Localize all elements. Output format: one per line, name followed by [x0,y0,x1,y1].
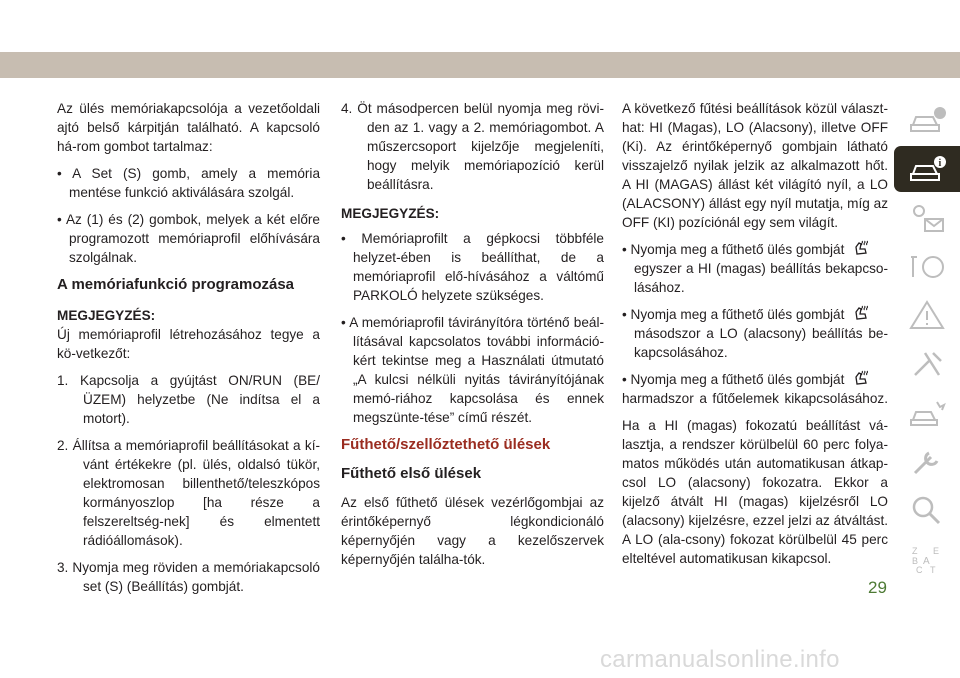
column-3 [622,99,888,576]
tab-car-info[interactable] [894,97,960,143]
bullet-heat-hi-lead: • Nyomja meg a fűthető ülés gombját [622,242,845,257]
note-bullet-2: • A memóriaprofil távirányítóra történő beál-lításával kapcsolatos további információ-kért tekintse meg a Használati útmutató „A kulcsi nélküli nyitás távirányítójának memó-riához kapcsolása és ennek megszünte-tése” című részét. [341,315,604,425]
svg-text:C: C [916,565,923,576]
steering-fuel-icon [907,249,947,283]
auto-switch-paragraph: Ha a HI (magas) fokozatú beállítást vá-lasztja, a rendszer körülbelül 60 perc folya-matos működés után automatikusan átkap-csol LO (alacsony) fokozatra. Ekkor a kijelző átvált HI (magas) kijelzésről LO (alacsony) kijelzésre, ezzel jelzi az átváltást. A LO (ala-csony) fokozat körülbelül 45 perc elteltével automatikusan kikapcsol. [622,418,888,566]
section-heading-heated-seats: Fűthető/szellőztethető ülések [341,436,551,453]
heated-seat-icon [852,305,870,321]
svg-text:B: B [912,556,919,567]
step-1: 1. Kapcsolja a gyújtást ON/RUN (BE/ ÜZEM) helyzetbe (Ne indítsa el a motort). [57,373,320,426]
step-2: 2. Állítsa a memóriaprofil beállításokat a kí-vánt értékekre (pl. ülés, oldalsó tükör, elektromosan billenthető/teleszkópos kormányoszlop [ha része a felszereltség-nek] és elmentett rádióállomások). [57,438,320,548]
tab-crash[interactable] [894,390,960,436]
tools-icon [907,347,947,381]
svg-text:i: i [938,157,942,169]
svg-text:T: T [930,565,936,576]
svg-text:A: A [923,556,930,568]
climate-mail-icon [907,201,947,235]
car-crash-icon [907,396,947,430]
tab-warnings[interactable] [894,292,960,338]
column-1 [57,99,320,604]
note-bullet-1: • Memóriaprofilt a gépkocsi többféle helyzet-ében is beállíthat, de a memóriaprofil elő-hívásához a váltómű PARKOLÓ helyzete szükséges. [341,231,604,303]
svg-text:Z: Z [912,546,918,557]
bullet-heat-hi [622,240,888,297]
tab-emergency[interactable] [894,341,960,387]
bullet-heat-hi-rest: egyszer a HI (magas) beállítás bekapcso-lásához. [634,261,888,295]
chapter-tabs [894,97,960,585]
tab-index[interactable] [894,536,960,582]
warning-triangle-icon [907,298,947,332]
heat-settings-paragraph: A következő fűtési beállítások közül választ-hat: HI (Magas), LO (Alacsony), illetve OFF (Ki). Az érintőképernyő gombjain látható visszajelző nyilak jelzik az alkalmazott hőt. A HI (MAGAS) állást két világító nyíl, a LO (ALACSONY) állást egy nyíl mutatja, míg az OFF (KI) pozíciónál egy sem világít. [622,101,888,230]
step-4: 4. Öt másodpercen belül nyomja meg rövi-den az 1. vagy a 2. memóriagombot. A műszercsoport kijelzője megjeleníti, hogy melyik memóriapozíció kerül beállításra. [341,101,604,192]
section-heading: A memóriafunkció programozása [57,276,295,293]
watermark: carmanualsonline.info [600,646,840,673]
subheading-front-heated-seats: Fűthető első ülések [341,465,482,482]
note-text: Új memóriaprofil létrehozásához tegye a kö-vetkezőt: [57,327,320,361]
tab-climate[interactable] [894,195,960,241]
tab-search[interactable] [894,487,960,533]
note-label: MEGJEGYZÉS: [57,308,156,323]
page-number: 29 [868,578,887,597]
header-band [0,52,960,78]
svg-text:E: E [933,546,940,557]
intro-paragraph: Az ülés memóriakapcsolója a vezetőoldali ajtó belső kárpitján található. A kapcsoló há-rom gombot tartalmaz: [57,101,320,154]
bullet-heat-off-rest: harmadszor a fűtőelemek kikapcsolásához. [622,391,888,406]
heated-seat-icon [852,240,870,256]
note-label-2: MEGJEGYZÉS: [341,206,440,221]
bullet-heat-lo-rest: másodszor a LO (alacsony) beállítás be-kapcsolásához. [634,326,888,360]
search-icon [907,493,947,527]
heated-seats-paragraph: Az első fűthető ülések vezérlőgombjai az érintőképernyő légkondicionáló képernyőjén vagy a kezelőszervek képernyőjén találha-tók. [341,495,604,567]
tab-car-info-active[interactable] [894,146,960,192]
tab-driving[interactable] [894,243,960,289]
bullet-heat-lo [622,305,888,362]
column-2 [341,99,604,577]
alphabet-index-icon [907,542,947,576]
bullet-heat-off [622,370,888,408]
bullet-memory-buttons: • Az (1) és (2) gombok, melyek a két előre programozott memóriaprofil előhívására szolgálnak. [57,212,320,265]
bullet-set-button: • A Set (S) gomb, amely a memória mentése funkció aktiválására szolgál. [57,166,320,200]
car-info-icon [907,103,947,137]
bullet-heat-lo-lead: • Nyomja meg a fűthető ülés gombját [622,307,845,322]
wrench-icon [907,445,947,479]
tab-service[interactable] [894,439,960,485]
car-info-active-icon [907,152,947,186]
step-3: 3. Nyomja meg röviden a memóriakapcsoló set (S) (Beállítás) gombját. [57,560,320,594]
bullet-heat-off-lead: • Nyomja meg a fűthető ülés gombját [622,372,845,387]
heated-seat-icon [852,370,870,386]
